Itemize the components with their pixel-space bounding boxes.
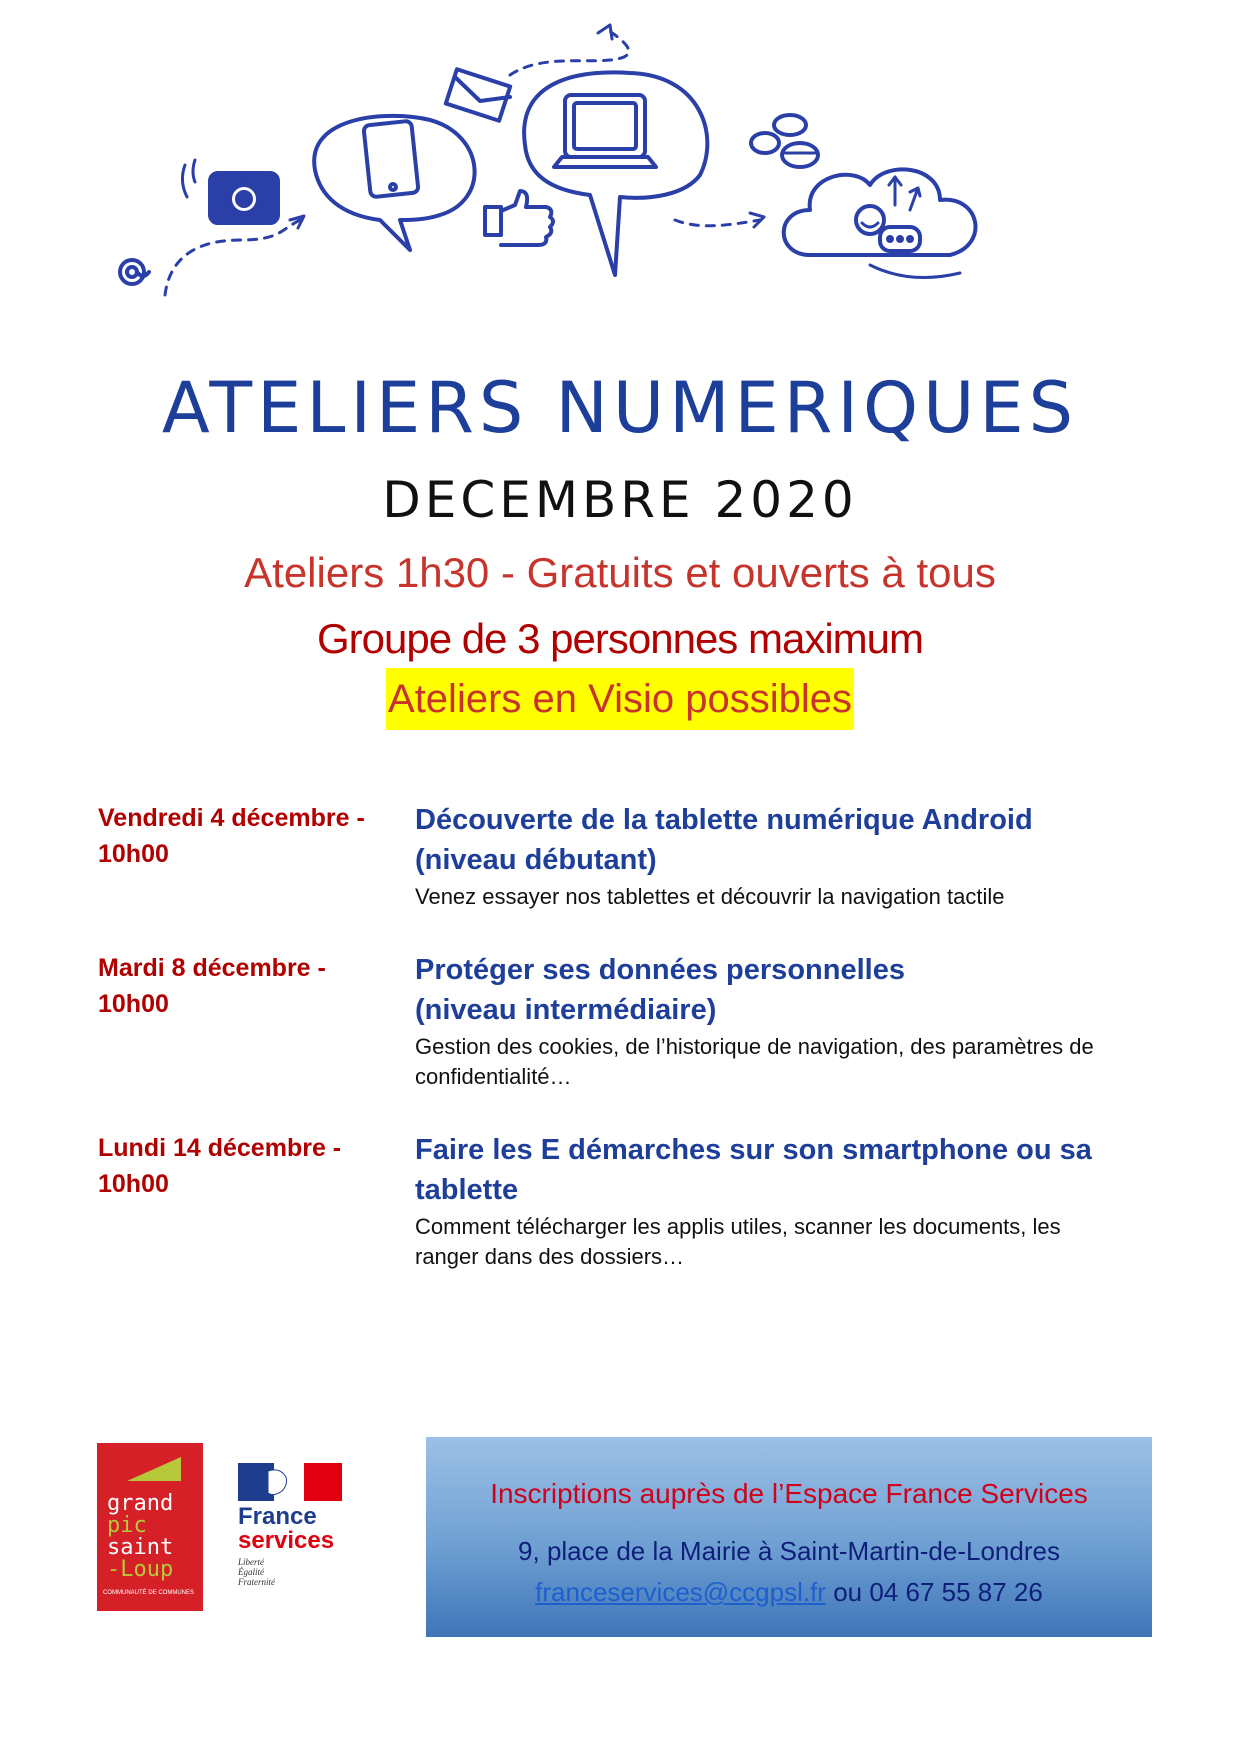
event-date — [98, 1130, 388, 1202]
month-heading: DECEMBRE 2020 — [382, 471, 858, 529]
event-title-line: (niveau débutant) — [415, 844, 657, 876]
event-date-line: Mardi 8 décembre - — [98, 954, 326, 982]
cloud-chat-icon — [784, 169, 976, 277]
event-title-line: Faire les E démarches sur son smartphone ou sa — [415, 1134, 1092, 1166]
event-description-line: Venez essayer nos tablettes et découvrir la navigation tactile — [415, 884, 1005, 909]
registration-info-box — [426, 1437, 1152, 1637]
event-body — [415, 1130, 1138, 1272]
grand-pic-saint-loup-logo — [97, 1443, 203, 1611]
chat-bubbles-icon — [751, 115, 818, 167]
address-text: 9, place de la Mairie à Saint-Martin-de-Londres — [518, 1536, 1060, 1566]
group-size-note: Groupe de 3 personnes maximum — [317, 615, 923, 662]
logo-text-line: services — [238, 1527, 335, 1554]
at-sign-icon — [120, 260, 149, 284]
event-item — [98, 1130, 1138, 1310]
logo-caption: COMMUNAUTÉ DE COMMUNES — [103, 1590, 194, 1596]
event-time: 10h00 — [98, 990, 169, 1018]
tablet-icon — [314, 116, 474, 250]
registration-heading: Inscriptions auprès de l’Espace France Services — [490, 1478, 1088, 1509]
event-title — [415, 800, 1138, 880]
event-title-line: Découverte de la tablette numérique Android — [415, 804, 1033, 836]
event-date — [98, 950, 388, 1022]
france-services-logo — [238, 1463, 358, 1603]
email-link[interactable]: franceservices@ccgpsl.fr — [535, 1577, 826, 1607]
event-description-line: Comment télécharger les applis utiles, scanner les documents, les — [415, 1214, 1061, 1239]
logo-text-line: -Loup — [107, 1557, 174, 1582]
motto-line: Liberté — [238, 1557, 264, 1567]
event-title-line: (niveau intermédiaire) — [415, 994, 717, 1026]
thumbs-up-icon — [485, 191, 553, 245]
logo-text-line: France — [238, 1503, 317, 1530]
motto-line: Fraternité — [238, 1577, 275, 1587]
logo-text-line: saint — [107, 1535, 174, 1560]
event-body — [415, 950, 1138, 1092]
event-item — [98, 950, 1138, 1130]
logo-text-line: grand — [107, 1491, 174, 1516]
event-time: 10h00 — [98, 840, 169, 868]
event-description-line: Gestion des cookies, de l’historique de navigation, des paramètres de — [415, 1034, 1094, 1059]
event-description — [415, 1032, 1138, 1092]
motto-line: Égalité — [238, 1567, 264, 1577]
event-date-line: Lundi 14 décembre - — [98, 1134, 342, 1162]
event-description-line: confidentialité… — [415, 1064, 572, 1089]
logo-text-line: pic — [107, 1513, 147, 1538]
event-description — [415, 1212, 1138, 1272]
phone-text: ou 04 67 55 87 26 — [825, 1577, 1043, 1607]
event-date-line: Vendredi 4 décembre - — [98, 804, 365, 832]
camera-icon — [182, 160, 278, 223]
marianne-flag-icon — [238, 1463, 342, 1501]
event-title — [415, 950, 1138, 1030]
event-body — [415, 800, 1138, 912]
event-title-line: Protéger ses données personnelles — [415, 954, 905, 986]
workshop-subtitle: Ateliers 1h30 - Gratuits et ouverts à tous — [244, 549, 996, 596]
event-title-line: tablette — [415, 1174, 519, 1206]
envelope-icon — [446, 69, 510, 121]
visio-note: Ateliers en Visio possibles — [386, 668, 854, 730]
event-description — [415, 882, 1138, 912]
event-time: 10h00 — [98, 1170, 169, 1198]
event-list — [98, 800, 1138, 1310]
contact-line — [426, 1576, 1152, 1608]
event-title — [415, 1130, 1138, 1210]
event-item — [98, 800, 1138, 950]
digital-illustration — [110, 15, 1110, 315]
laptop-icon — [524, 72, 707, 275]
visio-note-wrapper — [0, 668, 1240, 730]
page-title: ATELIERS NUMERIQUES — [161, 367, 1079, 449]
event-description-line: ranger dans des dossiers… — [415, 1244, 685, 1269]
event-date — [98, 800, 388, 872]
